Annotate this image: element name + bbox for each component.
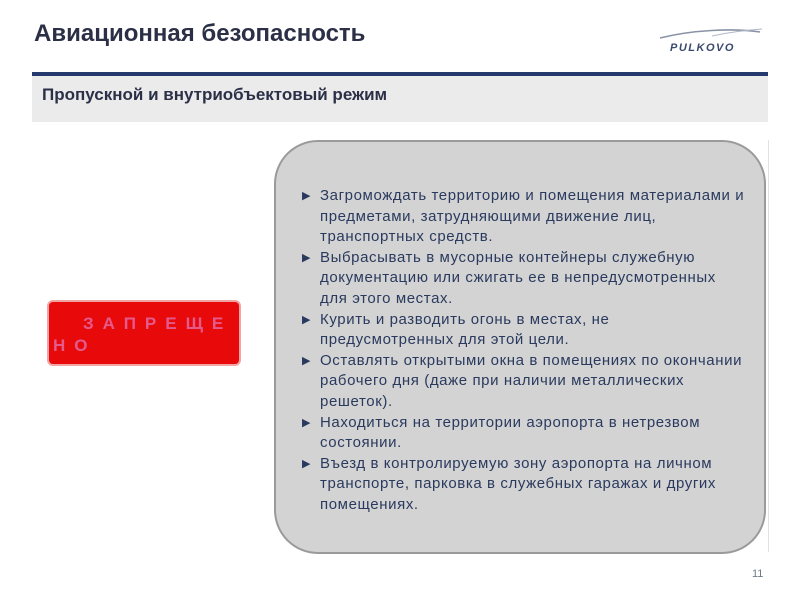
arrow-bullet-icon: ▶ (302, 354, 312, 367)
rules-panel (274, 140, 766, 554)
list-item-text: Выбрасывать в мусорные контейнеры служебную документацию или сжигать ее в непредусмотренных для этого местах. (320, 248, 716, 307)
list-item (302, 248, 746, 310)
page-title: Авиационная безопасность (34, 20, 366, 47)
list-item-text: Оставлять открытыми окна в помещениях по окончании рабочего дня (даже при наличии металлических решеток). (320, 351, 743, 410)
arrow-bullet-icon: ▶ (302, 457, 312, 470)
forbidden-label-text: ЗАПРЕЩЕНО (53, 314, 233, 355)
arrow-bullet-icon: ▶ (302, 416, 312, 429)
list-item (302, 186, 746, 248)
rules-list (302, 186, 746, 516)
list-item (302, 310, 746, 351)
arrow-bullet-icon: ▶ (302, 251, 312, 264)
list-item (302, 351, 746, 413)
page-number: 11 (752, 568, 764, 580)
forbidden-label-box (47, 300, 241, 366)
pulkovo-logo (652, 24, 764, 58)
side-divider (768, 140, 769, 552)
list-item-text: Загромождать территорию и помещения материалами и предметами, затрудняющими движение лиц, транспортных средств. (320, 187, 745, 246)
arrow-bullet-icon: ▶ (302, 313, 312, 326)
arrow-bullet-icon: ▶ (302, 190, 312, 202)
list-item (302, 454, 746, 516)
list-item-text: Находиться на территории аэропорта в нетрезвом состоянии. (320, 413, 701, 452)
subheader-bar (32, 76, 768, 122)
logo-text: PULKOVO (670, 42, 735, 54)
list-item-text: Курить и разводить огонь в местах, не предусмотренных для этой цели. (320, 310, 610, 349)
list-item-text: Въезд в контролируемую зону аэропорта на личном транспорте, парковка в служебных гаражах и других помещениях. (320, 454, 716, 513)
list-item (302, 413, 746, 454)
subheader-title: Пропускной и внутриобъектовый режим (42, 85, 388, 104)
